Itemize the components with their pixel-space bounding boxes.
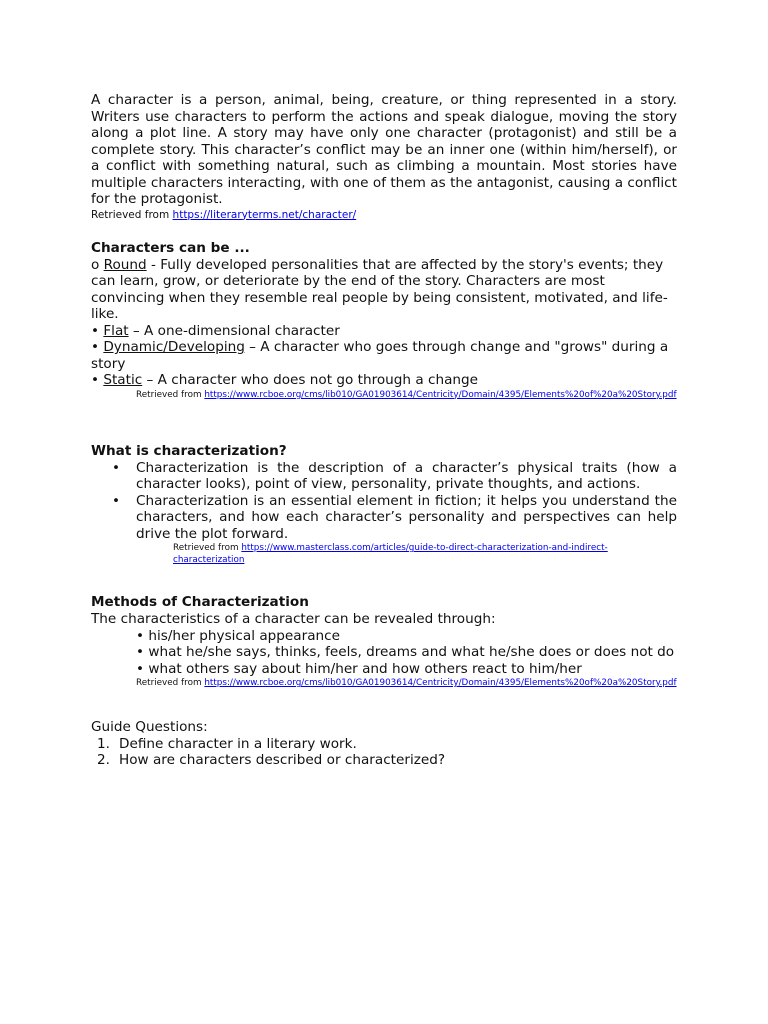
characterization-list: [91, 460, 677, 543]
source-link-rcboe[interactable]: https://www.rcboe.org/cms/lib010/GA01903614/Centricity/Domain/4395/Elements%20of%20a%20Story.pdf: [204, 678, 677, 688]
list-item: [91, 460, 677, 493]
flat-marker: •: [91, 322, 104, 339]
source-link-masterclass[interactable]: https://www.masterclass.com/articles/guide-to-direct-characterization-and-indirect-characterization: [173, 543, 608, 565]
flat-desc: – A one-dimensional character: [128, 322, 340, 339]
type-flat: [91, 323, 677, 340]
list-item: [91, 493, 677, 543]
source-link-literaryterms[interactable]: https://literaryterms.net/character/: [172, 208, 357, 221]
document-page: [91, 92, 677, 769]
dynamic-term: Dynamic/Developing: [103, 339, 245, 355]
guide-section: [91, 719, 677, 769]
list-item-text: Characterization is the description of a character’s physical traits (how a character looks), point of view, personality, private thoughts, and actions.: [136, 459, 677, 492]
type-round: [91, 257, 677, 323]
round-marker: o: [91, 256, 104, 273]
retrieved-from-label: Retrieved from: [173, 543, 242, 553]
bullet-icon: •: [112, 492, 121, 509]
dynamic-desc: – A character who goes through change and "grows" during a story: [91, 339, 669, 372]
source-link-rcboe[interactable]: https://www.rcboe.org/cms/lib010/GA01903614/Centricity/Domain/4395/Elements%20of%20a%20Story.pdf: [204, 389, 677, 400]
methods-section: [91, 594, 677, 689]
static-term: Static: [103, 372, 143, 388]
characterization-section: [91, 443, 677, 567]
guide-questions-list: [91, 736, 677, 769]
retrieved-from-label: Retrieved from: [136, 678, 205, 688]
methods-list: [91, 628, 677, 678]
list-item: • what he/she says, thinks, feels, dreams and what he/she does or does not do: [136, 644, 675, 660]
type-static: [91, 372, 677, 389]
characterization-heading: What is characterization?: [91, 442, 287, 459]
methods-heading: Methods of Characterization: [91, 594, 309, 610]
static-marker: •: [91, 372, 104, 388]
intro-section: [91, 92, 677, 222]
character-types-heading: Characters can be ...: [91, 239, 250, 256]
characterization-source: [91, 542, 677, 566]
methods-lead: The characteristics of a character can be revealed through:: [91, 611, 496, 627]
list-item: • his/her physical appearance: [136, 627, 340, 644]
type-dynamic: [91, 339, 677, 372]
static-desc: – A character who does not go through a change: [142, 372, 479, 388]
question-number: 2.: [97, 752, 110, 768]
retrieved-from-label: Retrieved from: [136, 389, 205, 400]
intro-source: [91, 208, 677, 222]
list-item: • what others say about him/her and how others react to him/her: [136, 660, 582, 677]
methods-source: [91, 677, 677, 689]
guide-heading: Guide Questions:: [91, 719, 208, 735]
types-source: [91, 389, 677, 401]
question-text: How are characters described or characterized?: [119, 752, 446, 768]
round-desc: - Fully developed personalities that are affected by the story's events; they can learn, grow, or deteriorate by the end of the story. Characters are most convincing when they resemble real people by being consistent, motivated, and life-like.: [91, 256, 668, 322]
character-types-section: [91, 240, 677, 401]
question-text: Define character in a literary work.: [119, 735, 357, 752]
intro-paragraph: A character is a person, animal, being, creature, or thing represented in a story. Writers use characters to perform the actions and speak dialogue, moving the story along a plot line. A story may have only one character (protagonist) and still be a complete story. This character’s conflict may be an inner one (within him/herself), or a conflict with something natural, such as climbing a mountain. Most stories have multiple characters interacting, with one of them as the antagonist, causing a conflict for the protagonist.: [91, 92, 677, 207]
question-number: 1.: [97, 735, 110, 752]
dynamic-marker: •: [91, 339, 104, 355]
round-term: Round: [103, 256, 147, 273]
bullet-icon: •: [112, 459, 121, 476]
flat-term: Flat: [103, 322, 129, 339]
list-item: [91, 736, 677, 753]
list-item: [91, 752, 677, 769]
retrieved-from-label: Retrieved from: [91, 208, 173, 221]
list-item-text: Characterization is an essential element in fiction; it helps you understand the characters, and how each character’s personality and perspectives can help drive the plot forward.: [136, 492, 677, 542]
